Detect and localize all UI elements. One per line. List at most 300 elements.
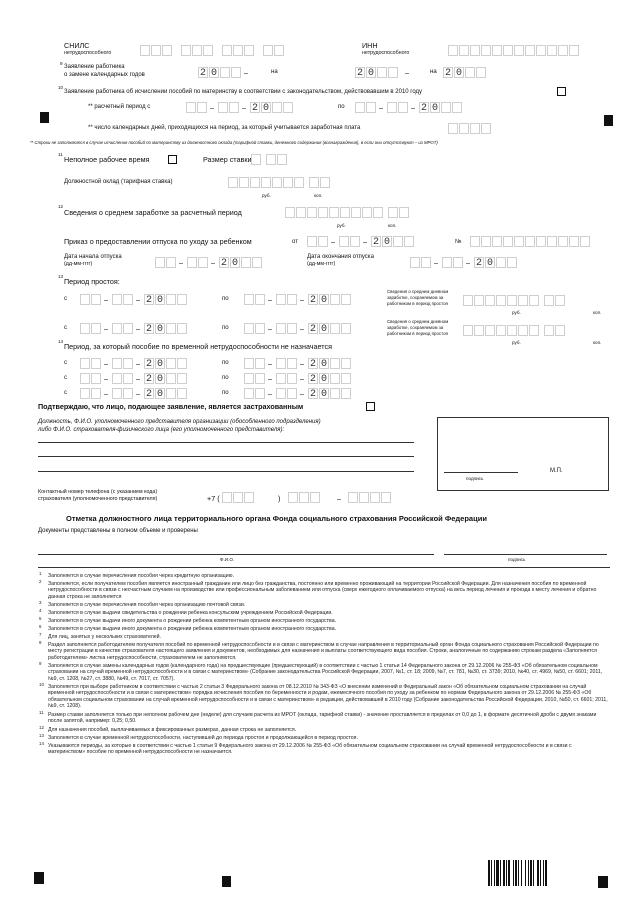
maternity-2010-checkbox[interactable] — [557, 87, 566, 96]
date-separator: – — [331, 237, 335, 246]
entry-cell[interactable] — [166, 294, 176, 305]
entry-cell[interactable] — [277, 154, 287, 165]
entry-cell[interactable] — [370, 492, 380, 503]
entry-cell[interactable] — [123, 388, 133, 399]
date-separator: – — [242, 103, 246, 112]
footnotes-divider — [38, 567, 610, 568]
nb-s-3: с — [64, 390, 67, 396]
entry-cell[interactable] — [381, 492, 391, 503]
entry-cell[interactable] — [448, 123, 458, 134]
entry-cell[interactable] — [569, 236, 579, 247]
entry-cell[interactable] — [448, 45, 458, 56]
entry-cell[interactable] — [470, 123, 480, 134]
signature-line[interactable] — [444, 472, 518, 473]
entry-cell[interactable] — [492, 45, 502, 56]
date-separator: – — [300, 295, 304, 304]
entry-cell[interactable] — [91, 323, 101, 334]
entry-cell[interactable] — [518, 295, 528, 306]
entry-cell[interactable] — [377, 67, 387, 78]
entry-cell[interactable] — [91, 388, 101, 399]
entry-cell[interactable] — [318, 236, 328, 247]
entry-cell[interactable] — [276, 294, 286, 305]
footnote-ref-14: 14 — [58, 339, 64, 344]
entry-cell[interactable] — [244, 388, 254, 399]
date-separator: – — [466, 258, 470, 267]
entry-cell[interactable] — [251, 154, 261, 165]
entry-cell[interactable] — [166, 358, 176, 369]
salary-kop: коп. — [314, 193, 323, 198]
entry-cell[interactable] — [536, 45, 546, 56]
registration-marker-bottom-center — [222, 876, 231, 887]
footnote-14 — [39, 741, 608, 756]
year-digit-cell[interactable]: 2 — [309, 359, 316, 370]
entry-cell[interactable] — [177, 294, 187, 305]
entry-cell[interactable] — [166, 257, 176, 268]
year-digit-cell[interactable]: 0 — [367, 68, 374, 79]
entry-cell[interactable] — [485, 295, 495, 306]
entry-cell[interactable] — [112, 388, 122, 399]
year-digit-cell[interactable]: 0 — [156, 389, 163, 400]
part-time-checkbox[interactable] — [168, 155, 177, 164]
entry-cell[interactable] — [481, 123, 491, 134]
entry-cell[interactable] — [255, 294, 265, 305]
date-separator: – — [411, 103, 415, 112]
entry-cell[interactable] — [250, 177, 260, 188]
barcode-bar — [537, 860, 539, 886]
entry-cell[interactable] — [442, 257, 452, 268]
entry-cell[interactable] — [166, 373, 176, 384]
entry-cell[interactable] — [351, 207, 361, 218]
entry-cell[interactable] — [476, 67, 486, 78]
date-separator: – — [136, 324, 140, 333]
entry-cell[interactable] — [544, 325, 554, 336]
entry-cell[interactable] — [341, 294, 351, 305]
entry-cell[interactable] — [294, 177, 304, 188]
barcode-bar — [513, 860, 514, 886]
entry-cell[interactable] — [481, 45, 491, 56]
entry-cell[interactable] — [470, 236, 480, 247]
entry-cell[interactable] — [350, 236, 360, 247]
entry-cell[interactable] — [272, 102, 282, 113]
footnote-text: Заполняется в случае выдачи иного документа о рождении ребенка компетентным органом иностранного государства. — [48, 626, 337, 632]
year-digit-cell[interactable]: 2 — [145, 389, 152, 400]
entry-cell[interactable] — [123, 323, 133, 334]
nb-s-1: с — [64, 360, 67, 366]
entry-cell[interactable] — [151, 45, 161, 56]
entry-cell[interactable] — [91, 294, 101, 305]
entry-cell[interactable] — [112, 373, 122, 384]
entry-cell[interactable] — [231, 67, 241, 78]
idle-info-2-line1: Сведения о среднем дневном — [387, 319, 449, 324]
official-title: Отметка должностного лица территориального органа Фонда социального страхования Российской Федерации — [66, 514, 487, 523]
entry-cell[interactable] — [507, 325, 517, 336]
year-digit-cell[interactable]: 2 — [145, 359, 152, 370]
entry-cell[interactable] — [555, 325, 565, 336]
footnote-text: Заполняется в случае перечисления пособия через организацию почтовой связи. — [48, 602, 246, 608]
footnote-ref-11: 11 — [58, 152, 63, 157]
entry-cell[interactable] — [233, 492, 243, 503]
year-digit-cell[interactable]: 0 — [486, 258, 493, 269]
avg-earnings-label: Сведения о среднем заработке за расчетный период — [64, 208, 242, 217]
entry-cell[interactable] — [465, 67, 475, 78]
entry-cell[interactable] — [518, 325, 528, 336]
entry-cell[interactable] — [470, 45, 480, 56]
entry-cell[interactable] — [348, 492, 358, 503]
entry-cell[interactable] — [474, 295, 484, 306]
barcode-bar — [508, 860, 510, 886]
phone-label-line2: страхователя (уполномоченного представителя) — [38, 496, 158, 502]
entry-cell[interactable] — [276, 373, 286, 384]
year-digit-cell[interactable]: 0 — [320, 389, 327, 400]
childcare-order-num: № — [455, 239, 462, 245]
year-digit-cell[interactable]: 2 — [356, 68, 363, 79]
year-digit-cell[interactable]: 2 — [309, 295, 316, 306]
idle-info-2-line2: заработке, сохраняемом за — [387, 325, 444, 330]
entry-cell[interactable] — [244, 373, 254, 384]
year-digit-cell[interactable]: 0 — [320, 359, 327, 370]
entry-cell[interactable] — [463, 325, 473, 336]
entry-cell[interactable] — [261, 177, 271, 188]
entry-cell[interactable] — [318, 207, 328, 218]
entry-cell[interactable] — [341, 373, 351, 384]
row9-label-line1: Заявление работника — [64, 64, 125, 70]
footnote-8 — [39, 640, 608, 661]
entry-cell[interactable] — [222, 45, 232, 56]
footnote-text: Заполняется в случае временной нетрудоспособности, наступившей до периода простоя и продолжающейся в период простоя. — [48, 735, 358, 741]
entry-cell[interactable] — [525, 236, 535, 247]
entry-cell[interactable] — [123, 373, 133, 384]
entry-cell[interactable] — [91, 373, 101, 384]
entry-cell[interactable] — [388, 67, 398, 78]
registration-marker-mid-right — [604, 115, 613, 126]
year-digit-cell[interactable]: 2 — [444, 68, 451, 79]
leave-end-label: Дата окончания отпуска — [307, 254, 374, 260]
entry-cell[interactable] — [492, 236, 502, 247]
row9-na-label: на — [271, 69, 278, 75]
year-digit-cell[interactable]: 2 — [309, 389, 316, 400]
entry-cell[interactable] — [296, 207, 306, 218]
entry-cell[interactable] — [285, 207, 295, 218]
entry-cell[interactable] — [244, 45, 254, 56]
entry-cell[interactable] — [112, 323, 122, 334]
phone-label-line1: Контактный номер телефона (с указанием кода) — [38, 489, 158, 495]
representative-line-1[interactable] — [38, 442, 414, 443]
entry-cell[interactable] — [299, 492, 309, 503]
entry-cell[interactable] — [239, 177, 249, 188]
barcode-bar — [525, 860, 526, 886]
entry-cell[interactable] — [536, 236, 546, 247]
year-digit-cell[interactable]: 2 — [309, 374, 316, 385]
entry-cell[interactable] — [198, 257, 208, 268]
year-digit-cell[interactable]: 0 — [431, 103, 438, 114]
entry-cell[interactable] — [287, 294, 297, 305]
entry-cell[interactable] — [218, 102, 228, 113]
stamp-mp-label: М.П. — [550, 468, 563, 474]
footnote-number: 11 — [39, 710, 44, 715]
idle-info-1-line3: работником в период простоя — [387, 301, 448, 306]
official-signature-line[interactable] — [444, 554, 607, 555]
footnote-2 — [39, 579, 608, 600]
entry-cell[interactable] — [283, 177, 293, 188]
entry-cell[interactable] — [341, 358, 351, 369]
entry-cell[interactable] — [463, 295, 473, 306]
year-digit-cell[interactable]: 0 — [156, 374, 163, 385]
entry-cell[interactable] — [496, 295, 506, 306]
entry-cell[interactable] — [177, 388, 187, 399]
entry-cell[interactable] — [503, 236, 513, 247]
year-digit-cell[interactable]: 2 — [251, 103, 258, 114]
date-separator: – — [104, 295, 108, 304]
idle-info-1-line2: заработке, сохраняемом за — [387, 295, 444, 300]
entry-cell[interactable] — [181, 45, 191, 56]
entry-cell[interactable] — [330, 358, 340, 369]
entry-cell[interactable] — [485, 325, 495, 336]
footnote-text: Размер ставки заполняется только при неполном рабочем дне (неделе) для случаев расчета из МРОТ (оклада, тарифной ставки) - значение проставляется в пределах от 0,0 до 1, в формате десятичной дроби с двумя знаками после запятой, например: 0,25; 0,50. — [48, 712, 597, 725]
entry-cell[interactable] — [339, 236, 349, 247]
entry-cell[interactable] — [155, 257, 165, 268]
entry-cell[interactable] — [166, 323, 176, 334]
entry-cell[interactable] — [112, 358, 122, 369]
idle-s-2: с — [64, 325, 67, 331]
entry-cell[interactable] — [307, 236, 317, 247]
barcode-bar — [500, 860, 501, 886]
year-digit-cell[interactable]: 0 — [383, 237, 390, 248]
entry-cell[interactable] — [123, 294, 133, 305]
entry-cell[interactable] — [274, 45, 284, 56]
year-digit-cell[interactable]: 2 — [145, 324, 152, 335]
entry-cell[interactable] — [177, 373, 187, 384]
entry-cell[interactable] — [558, 236, 568, 247]
entry-cell[interactable] — [558, 45, 568, 56]
entry-cell[interactable] — [80, 358, 90, 369]
entry-cell[interactable] — [580, 236, 590, 247]
entry-cell[interactable] — [80, 323, 90, 334]
barcode-bar — [496, 860, 499, 886]
footnote-7 — [39, 632, 608, 640]
entry-cell[interactable] — [203, 45, 213, 56]
date-separator: – — [300, 374, 304, 383]
entry-cell[interactable] — [186, 102, 196, 113]
entry-cell[interactable] — [452, 102, 462, 113]
year-digit-cell[interactable]: 0 — [210, 68, 217, 79]
entry-cell[interactable] — [507, 295, 517, 306]
date-separator: – — [268, 389, 272, 398]
entry-cell[interactable] — [341, 388, 351, 399]
insured-confirmation-checkbox[interactable] — [366, 402, 375, 411]
entry-cell[interactable] — [359, 492, 369, 503]
entry-cell[interactable] — [459, 45, 469, 56]
entry-cell[interactable] — [569, 45, 579, 56]
entry-cell[interactable] — [233, 45, 243, 56]
entry-cell[interactable] — [388, 207, 398, 218]
entry-cell[interactable] — [241, 257, 251, 268]
entry-cell[interactable] — [387, 102, 397, 113]
entry-cell[interactable] — [544, 295, 554, 306]
entry-cell[interactable] — [228, 177, 238, 188]
year-digit-cell[interactable]: 0 — [320, 324, 327, 335]
representative-label-line1: Должность, Ф.И.О. уполномоченного представителя организации (обособленного подразделения) — [38, 419, 321, 425]
official-fio-line[interactable] — [38, 554, 434, 555]
date-separator: – — [136, 295, 140, 304]
idle-kop-2: коп. — [593, 340, 602, 345]
year-digit-cell[interactable]: 2 — [475, 258, 482, 269]
year-digit-cell[interactable]: 2 — [145, 295, 152, 306]
registration-marker-bottom-right — [598, 876, 608, 888]
entry-cell[interactable] — [192, 45, 202, 56]
entry-cell[interactable] — [187, 257, 197, 268]
year-digit-cell[interactable]: 2 — [309, 324, 316, 335]
entry-cell[interactable] — [177, 323, 187, 334]
entry-cell[interactable] — [514, 236, 524, 247]
entry-cell[interactable] — [330, 294, 340, 305]
entry-cell[interactable] — [398, 102, 408, 113]
entry-cell[interactable] — [91, 358, 101, 369]
entry-cell[interactable] — [80, 294, 90, 305]
date-separator: – — [434, 258, 438, 267]
entry-cell[interactable] — [244, 358, 254, 369]
row10-note: ** Строки не заполняются в случае исчисления пособий по материнству из должностного оклада (тарифной ставки, денежного содержания (вознаграждения), в если они отсутствуют – из МРОТ) — [30, 140, 438, 145]
signature-label: подпись — [466, 476, 484, 481]
avg-kop: коп. — [388, 223, 397, 228]
entry-cell[interactable] — [252, 257, 262, 268]
entry-cell[interactable] — [112, 294, 122, 305]
barcode-bar — [528, 860, 529, 886]
entry-cell[interactable] — [276, 323, 286, 334]
entry-cell[interactable] — [244, 492, 254, 503]
entry-cell[interactable] — [244, 323, 254, 334]
year-digit-cell[interactable]: 2 — [199, 68, 206, 79]
entry-cell[interactable] — [547, 45, 557, 56]
leave-start-format: (дд-мм-гггг) — [64, 261, 93, 267]
entry-cell[interactable] — [320, 177, 330, 188]
entry-cell[interactable] — [309, 177, 319, 188]
entry-cell[interactable] — [263, 45, 273, 56]
entry-cell[interactable] — [555, 295, 565, 306]
barcode-bar — [530, 860, 532, 886]
entry-cell[interactable] — [547, 236, 557, 247]
year-digit-cell[interactable]: 0 — [231, 258, 238, 269]
entry-cell[interactable] — [399, 207, 409, 218]
year-digit-cell[interactable]: 0 — [156, 324, 163, 335]
footnote-text: Заполняется при выборе работником в соответствии с частью 2 статьи 3 Федерального закона от 08.12.2010 № 343-ФЗ «О внесении изменений в Федеральный закон «Об обязательном социальном страховании на случай временной нетрудоспособности и в связи с материнством» порядка исчисления пособия по беременности и родам, ежемесячного пособия по уходу за ребенком по нормам Федерального закона от 29.12.2006 № 255-ФЗ «Об обязательном социальном страховании на случай временной нетрудоспособности и в связи с материнством» в редакции, действовавшей в 2010 году (Собрание законодательства Российской Федерации, 2010, №50, ст. 6601; 2011, №9, ст. 1208). — [48, 684, 608, 710]
date-separator: – — [211, 258, 215, 267]
year-digit-cell[interactable]: 0 — [156, 295, 163, 306]
entry-cell[interactable] — [366, 102, 376, 113]
phone-dash: – — [337, 494, 341, 503]
footnote-text: Заполняется в случае замены календарных годов (календарного года) на предшествующие (предшествующий) в соответствии с частью 1 статьи 14 Федерального закона от 29.12.2006 № 255-ФЗ «Об обязательном социальном страховании на случай временной нетрудоспособности и в связи с материнством» (Собрание законодательства Российской Федерации, 2007, №1, ст. 18; 2009, №7, ст. 781, №30, ст. 3739; 2010, №40, ст. 4969, №50, ст. 6601; 2011, №9, ст. 1208, №27, ст. 3880, №49, ст. 7017, ст. 7057). — [48, 663, 603, 682]
year-digit-cell[interactable]: 2 — [145, 374, 152, 385]
entry-cell[interactable] — [307, 207, 317, 218]
entry-cell[interactable] — [503, 45, 513, 56]
year-digit-cell[interactable]: 0 — [455, 68, 462, 79]
entry-cell[interactable] — [220, 67, 230, 78]
entry-cell[interactable] — [481, 236, 491, 247]
entry-cell[interactable] — [393, 236, 403, 247]
entry-cell[interactable] — [529, 295, 539, 306]
year-digit-cell[interactable]: 2 — [220, 258, 227, 269]
entry-cell[interactable] — [330, 373, 340, 384]
barcode-bar — [521, 860, 522, 886]
entry-cell[interactable] — [287, 358, 297, 369]
representative-line-2[interactable] — [38, 456, 414, 457]
year-digit-cell[interactable]: 0 — [262, 103, 269, 114]
footnote-12 — [39, 725, 608, 733]
entry-cell[interactable] — [140, 45, 150, 56]
entry-cell[interactable] — [287, 323, 297, 334]
year-digit-cell[interactable]: 0 — [320, 295, 327, 306]
entry-cell[interactable] — [229, 102, 239, 113]
entry-cell[interactable] — [166, 388, 176, 399]
footnote-11 — [39, 710, 608, 725]
entry-cell[interactable] — [80, 388, 90, 399]
entry-cell[interactable] — [330, 323, 340, 334]
entry-cell[interactable] — [287, 373, 297, 384]
entry-cell[interactable] — [514, 45, 524, 56]
rate-label: Размер ставки — [203, 155, 252, 164]
entry-cell[interactable] — [453, 257, 463, 268]
year-digit-cell[interactable]: 2 — [372, 237, 379, 248]
entry-cell[interactable] — [197, 102, 207, 113]
entry-cell[interactable] — [162, 45, 172, 56]
entry-cell[interactable] — [496, 257, 506, 268]
year-digit-cell[interactable]: 2 — [420, 103, 427, 114]
entry-cell[interactable] — [283, 102, 293, 113]
entry-cell[interactable] — [421, 257, 431, 268]
entry-cell[interactable] — [255, 373, 265, 384]
year-digit-cell[interactable]: 0 — [156, 359, 163, 370]
entry-cell[interactable] — [355, 102, 365, 113]
entry-cell[interactable] — [80, 373, 90, 384]
entry-cell[interactable] — [373, 207, 383, 218]
entry-cell[interactable] — [362, 207, 372, 218]
entry-cell[interactable] — [123, 358, 133, 369]
entry-cell[interactable] — [255, 358, 265, 369]
year-digit-cell[interactable]: 0 — [320, 374, 327, 385]
entry-cell[interactable] — [222, 492, 232, 503]
entry-cell[interactable] — [441, 102, 451, 113]
snils-sublabel: нетрудоспособного — [64, 50, 112, 56]
entry-cell[interactable] — [288, 492, 298, 503]
entry-cell[interactable] — [496, 325, 506, 336]
entry-cell[interactable] — [266, 154, 276, 165]
entry-cell[interactable] — [474, 325, 484, 336]
entry-cell[interactable] — [507, 257, 517, 268]
entry-cell[interactable] — [177, 358, 187, 369]
entry-cell[interactable] — [276, 388, 286, 399]
entry-cell[interactable] — [340, 207, 350, 218]
entry-cell[interactable] — [329, 207, 339, 218]
entry-cell[interactable] — [255, 388, 265, 399]
entry-cell[interactable] — [459, 123, 469, 134]
entry-cell[interactable] — [410, 257, 420, 268]
entry-cell[interactable] — [255, 323, 265, 334]
entry-cell[interactable] — [272, 177, 282, 188]
entry-cell[interactable] — [287, 388, 297, 399]
entry-cell[interactable] — [341, 323, 351, 334]
date-separator: – — [136, 374, 140, 383]
registration-marker-bottom-left — [34, 872, 44, 884]
entry-cell[interactable] — [404, 236, 414, 247]
entry-cell[interactable] — [529, 325, 539, 336]
footnote-ref-9: 9 — [60, 61, 63, 66]
representative-line-3[interactable] — [38, 471, 414, 472]
entry-cell[interactable] — [276, 358, 286, 369]
date-separator: – — [210, 103, 214, 112]
entry-cell[interactable] — [525, 45, 535, 56]
entry-cell[interactable] — [330, 388, 340, 399]
entry-cell[interactable] — [310, 492, 320, 503]
entry-cell[interactable] — [244, 294, 254, 305]
